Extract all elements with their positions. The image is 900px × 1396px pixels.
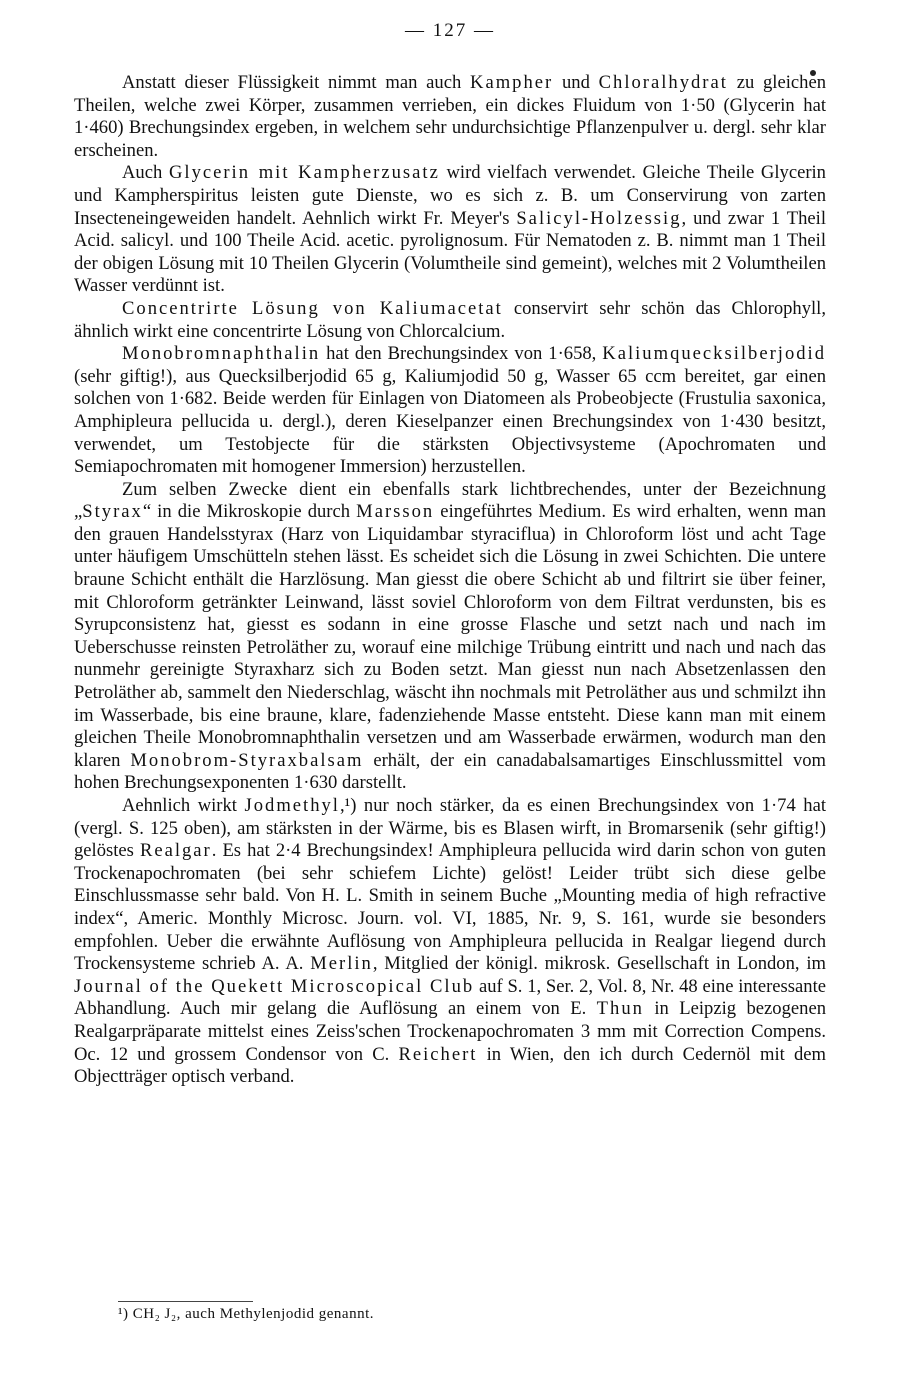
- spaced-term: Styrax: [82, 501, 143, 523]
- text-run: in Wien, den ich durch Cedernöl mit dem Objectträger optisch verband.: [74, 1043, 826, 1088]
- spaced-term: Journal of the Quekett Microscopical Club: [74, 975, 475, 997]
- paragraph-kaliumacetat: [74, 298, 826, 343]
- body-text: [74, 72, 826, 1089]
- spaced-term: Monobromnaphthalin: [122, 343, 321, 365]
- spaced-term: Chloralhydrat: [598, 72, 728, 93]
- paragraph-kampher-chloralhydrat: [74, 72, 826, 162]
- footnote-divider: [118, 1301, 253, 1302]
- text-run: zu gleichen Theilen, welche zwei Körper, zusammen verrieben, ein dickes Fluidum von 1·50 (Glycerin hat 1·460) Brechungsindex ergeben, in welchem sehr undurchsichtige Pflanzenpulver u. dergl. sehr klar erscheinen.: [74, 72, 826, 161]
- spaced-term: Realgar: [139, 840, 212, 862]
- text-run: in Leipzig bezogenen Realgarpräparate mittelst eines Zeiss'schen Trockenapochromaten 3 mm mit Correction Compens. Oc. 12 und grossem Condensor von C.: [74, 998, 826, 1065]
- text-run: und: [553, 72, 599, 93]
- text-run: ,¹) nur noch stärker, da es einen Brechungsindex von 1·74 hat (vergl. S. 125 oben), am stärksten in der Wärme, bis es Blasen wirft, in Bromarsenik (sehr giftig!) gelöstes: [74, 795, 826, 862]
- text-run: wird vielfach verwendet. Gleiche Theile Glycerin und Kampherspiritus leisten gute Dienste, wo es sich z. B. um Conservirung von zarten Insecteneingeweiden handelt. Aehnlich wirkt Fr. Meyer's: [74, 162, 826, 229]
- text-run: , Mitglied der königl. mikrosk. Gesellschaft in London, im: [372, 953, 826, 975]
- spaced-term: Salicyl-Holzessig: [516, 207, 682, 229]
- spaced-term: Kampher: [470, 72, 554, 93]
- spaced-term: Jodmethyl: [244, 795, 340, 816]
- text-run: conservirt sehr schön das Chlorophyll, ähnlich wirkt eine concentrirte Lösung von Chlorcalcium.: [74, 297, 826, 342]
- text-run: , und zwar 1 Theil Acid. salicyl. und 100 Theile Acid. acetic. pyrolignosum. Für Nematoden z. B. nimmt man 1 Theil der obigen Lösung mit 10 Theilen Glycerin (Volumtheile sind gemeint), welches mit 2 Volumtheilen Wasser verdünnt ist.: [74, 207, 826, 297]
- text-run: (sehr giftig!), aus Quecksilberjodid 65 g, Kaliumjodid 50 g, Wasser 65 ccm bereitet, gar einen solchen von 1·682. Beide werden für Einlagen von Diatomeen als Probeobjecte (Frustulia saxonica, Amphipleura pellucida u. dergl.), deren Kieselpanzer einen Brechungsindex von 1·430 besitzt, verwendet, um Testobjecte für die stärksten Objectivsysteme (Apochromaten und Semiapochromaten mit homogener Immersion) herzustellen.: [74, 365, 826, 478]
- spaced-term: Monobrom-Styraxbalsam: [130, 749, 364, 771]
- paragraph-styrax: [74, 479, 826, 795]
- paragraph-jodmethyl: [74, 795, 826, 1089]
- spaced-term: Reichert: [398, 1043, 478, 1065]
- text-run: erhält, der ein canadabalsamartiges Einschlussmittel vom hohen Brechungsexponenten 1·630 darstellt.: [74, 749, 827, 794]
- text-run: eingeführtes Medium. Es wird erhalten, wenn man den grauen Handelsstyrax (Harz von Liquidambar styraciflua) in Chloroform löst und acht Tage unter häufigem Umschütteln stehen lässt. Es scheidet sich die Lösung in zwei Schichten. Die untere braune Schicht enthält die Harzlösung. Man giesst die obere Schicht ab und filtrirt sie über feiner, mit Chloroform getränkter Leinwand, lässt soviel Chloroform von dem Filtrat verdunsten, bis es Syrupconsistenz hat, giesst es sodann in eine grosse Flasche und setzt nach und nach im Ueberschusse reinsten Petroläther zu, worauf eine milchige Trübung eintritt und nach und nach das nunmehr gereinigte Styraxharz sich zu Boden setzt. Man giesst nun nach Absetzenlassen den Petroläther ab, sammelt den Niederschlag, wäscht ihn nochmals mit Petroläther aus und schmilzt ihn im Wasserbade, bis eine braune, klare, fadenziehende Masse entsteht. Diese kann man mit einem gleichen Theile Monobromnaphthalin versetzen und am Wasserbade erwärmen, wodurch man den klaren: [74, 501, 826, 771]
- text-run: auf S. 1, Ser. 2, Vol. 8, Nr. 48 eine interessante Abhandlung. Auch mir gelang die Auflösung an einem von E.: [74, 975, 826, 1020]
- spaced-term: Thun: [596, 998, 644, 1020]
- text-run: . Es hat 2·4 Brechungsindex! Amphipleura pellucida wird darin schon von guten Trockenapochromaten (bei sehr schiefem Lichte) gelöst! Leider trübt sich diese gelbe Einschlussmasse sehr bald. Von H. L. Smith in seinem Buche „Mounting media of high refractive index“, Americ. Monthly Microsc. Journ. vol. VI, 1885, Nr. 9, S. 161, wurde sie besonders empfohlen. Ueber die erwähnte Auflösung von Amphipleura pellucida in Realgar liegend durch Trockensysteme schrieb A. A.: [74, 840, 826, 975]
- paragraph-monobromnaphthalin: [74, 343, 826, 479]
- footnote: ¹) CH₂ J₂, auch Methylenjodid genannt.: [118, 1306, 374, 1322]
- spaced-term: Marsson: [356, 501, 435, 523]
- spaced-term: Merlin: [310, 953, 373, 975]
- paragraph-glycerin-kampherzusatz: [74, 162, 826, 298]
- text-run: Zum selben Zwecke dient ein ebenfalls stark lichtbrechendes, unter der Bezeichnung „: [74, 478, 826, 523]
- text-run: “ in die Mikroskopie durch: [142, 501, 357, 523]
- spaced-term: Glycerin mit Kampherzusatz: [168, 162, 440, 184]
- spaced-term: Concentrirte Lösung von Kaliumacetat: [122, 297, 503, 319]
- text-run: Auch: [122, 162, 169, 184]
- text-run: Anstatt dieser Flüssigkeit nimmt man auch: [122, 72, 471, 93]
- spaced-term: Kaliumquecksilberjodid: [602, 343, 826, 365]
- page-number: — 127 —: [405, 20, 495, 41]
- text-run: Aehnlich wirkt: [122, 795, 245, 816]
- text-run: hat den Brechungsindex von 1·658,: [320, 343, 603, 365]
